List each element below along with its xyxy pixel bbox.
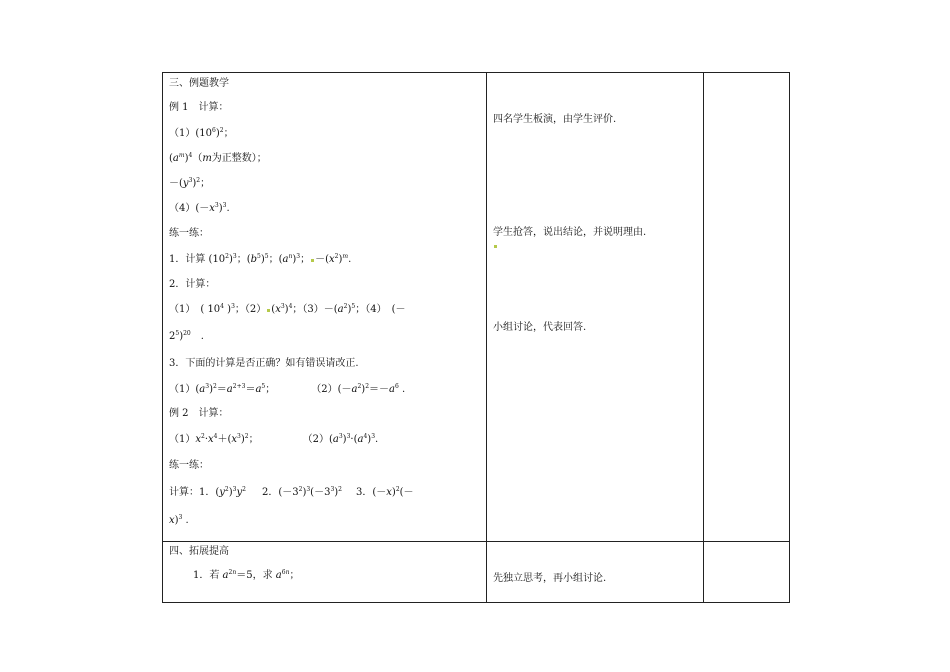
teaching-note: 四名学生板演，由学生评价. xyxy=(493,114,617,125)
content-cell xyxy=(163,73,487,542)
example-title: 例 2 计算： xyxy=(169,408,229,419)
example-item: $(a^m)^4(m$为正整数）； xyxy=(169,152,267,164)
content-cell xyxy=(163,542,487,603)
practice-title: 练一练： xyxy=(169,460,209,471)
section-heading: 四、拓展提高 xyxy=(169,546,229,557)
practice-title: 2．计算： xyxy=(169,279,216,290)
practice-item: x)$^3$ . xyxy=(169,514,189,526)
practice-item: $(1)(a^3)^2=a^{2+3}=a^5$； $(2)(-a^2)^2=-a^6$ . xyxy=(169,383,406,395)
practice-item: 1．计算 $(10^2)^3$；$(b^5)^5$；$(a^n)^3$； $-(x^2)^m$. xyxy=(169,253,352,265)
teaching-note: 先独立思考，再小组讨论. xyxy=(493,573,607,584)
table-row xyxy=(163,542,790,603)
section-heading: 三、例题教学 xyxy=(169,78,229,89)
example-item: $(1)x^2\cdot x^4+(x^3)^2$； $(2)(a^3)^3\cdot(a^4)^3$. xyxy=(169,433,379,445)
blank-cell xyxy=(704,542,790,603)
lesson-plan-table xyxy=(162,72,790,603)
notes-cell xyxy=(487,542,704,603)
table-row xyxy=(163,73,790,542)
notes-cell xyxy=(487,73,704,542)
teaching-note: 小组讨论，代表回答. xyxy=(493,322,587,333)
example-item: $(4)(-x^3)^3$. xyxy=(169,202,230,214)
example-title: 例 1 计算： xyxy=(169,102,229,113)
extension-item: 1．若 $a^{2n}=5$，求 $a^{6n}$； xyxy=(193,569,300,581)
practice-item: （1） ( $10^4$ )$^3$；（2） $(x^3)^4$；$(3)-(a^2)^5$；（4） (－ xyxy=(169,303,406,315)
teaching-note: 学生抢答，说出结论，并说明理由. xyxy=(493,227,647,238)
blank-cell xyxy=(704,73,790,542)
practice-title: 练一练： xyxy=(169,228,209,239)
practice-item: 3．下面的计算是否正确？如有错误请改正. xyxy=(169,358,359,369)
practice-item: $2^5)^{20}$ . xyxy=(169,330,204,342)
practice-item: 计算：1．$(y^2)^3y^2$ 2．$(-3^2)^3(-3^3)^2$ 3．$(-x)^2(-$ xyxy=(169,486,414,498)
example-item: $-(y^3)^2$； xyxy=(169,177,211,189)
marker-dot xyxy=(494,245,497,248)
example-item: $(1)(10^6)^2$； xyxy=(169,127,234,139)
